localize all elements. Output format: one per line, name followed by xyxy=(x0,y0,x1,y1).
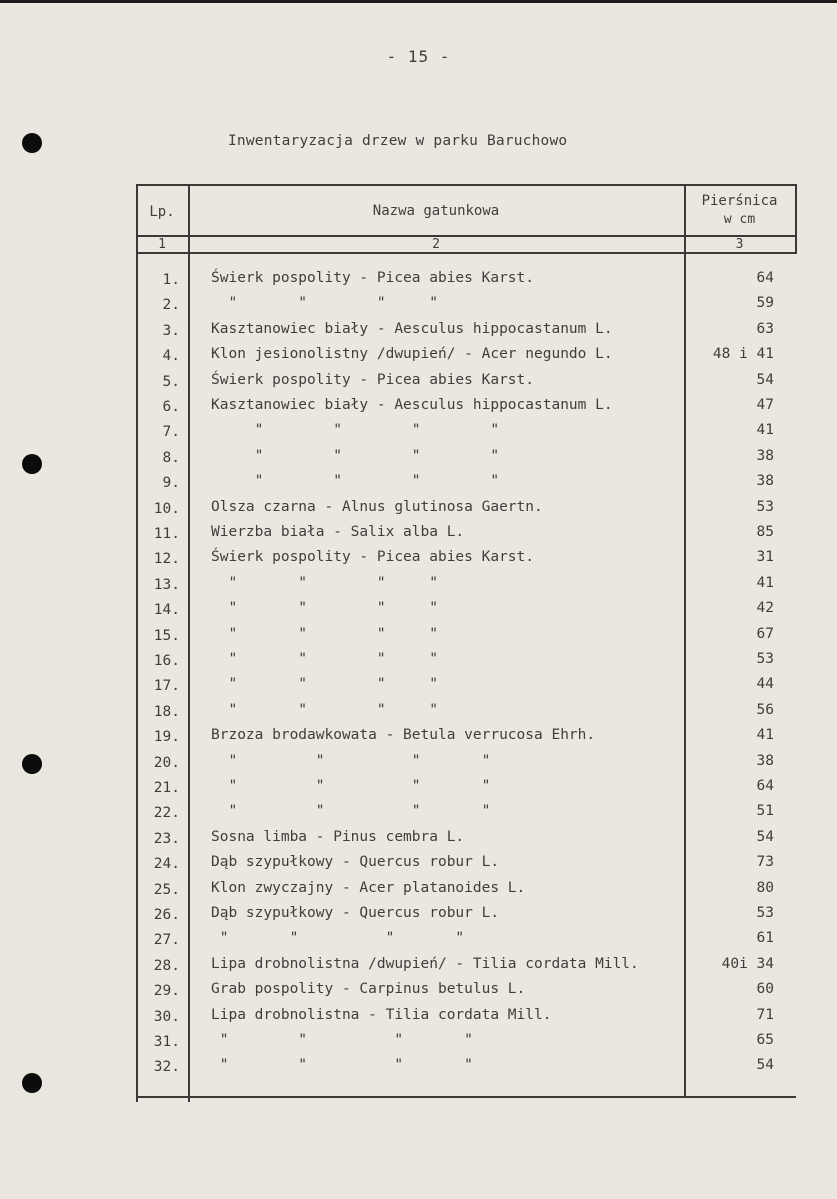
breast-height-circumference: 60 xyxy=(756,981,774,998)
species-name: " " " " xyxy=(211,701,438,718)
row-number: 27. xyxy=(153,932,180,949)
species-name: " " " " xyxy=(211,473,500,490)
species-name: Klon zwyczajny - Acer platanoides L. xyxy=(211,879,526,896)
table-row xyxy=(136,418,796,443)
species-name: " " " " xyxy=(211,778,491,794)
row-number: 1. xyxy=(162,272,180,288)
breast-height-circumference: 71 xyxy=(756,1006,774,1023)
table-row xyxy=(136,291,796,316)
table-row xyxy=(136,368,796,393)
species-name: " " " " xyxy=(211,651,438,667)
table-row xyxy=(136,520,796,545)
header-name: Nazwa gatunkowa xyxy=(372,203,500,219)
breast-height-circumference: 41 xyxy=(756,727,774,744)
species-name: Klon jesionolistny /dwupień/ - Acer negundo L. xyxy=(211,346,613,363)
table-row xyxy=(136,749,796,774)
species-name: Dąb szypułkowy - Quercus robur L. xyxy=(211,905,500,921)
species-name: Lipa drobnolistna - Tilia cordata Mill. xyxy=(211,1006,552,1023)
row-number: 31. xyxy=(153,1034,180,1050)
row-number: 8. xyxy=(162,449,180,466)
row-number: 23. xyxy=(153,830,180,847)
species-name: Brzoza brodawkowata - Betula verrucosa Ehrh. xyxy=(211,727,596,744)
table-row xyxy=(136,926,796,951)
species-name: " " " " xyxy=(211,930,465,947)
species-name: Świerk pospolity - Picea abies Karst. xyxy=(211,549,535,566)
breast-height-circumference: 53 xyxy=(756,905,774,921)
breast-height-circumference: 48 i 41 xyxy=(712,346,774,363)
species-name: " " " " xyxy=(211,295,438,312)
species-name: Dąb szypułkowy - Quercus robur L. xyxy=(211,854,500,871)
breast-height-circumference: 64 xyxy=(756,778,774,794)
table-row xyxy=(136,571,796,596)
species-name: " " " " xyxy=(211,676,438,693)
breast-height-circumference: 65 xyxy=(756,1032,774,1048)
breast-height-circumference: 85 xyxy=(756,524,774,540)
row-number: 11. xyxy=(153,526,180,542)
species-name: " " " " xyxy=(211,574,438,591)
table-row xyxy=(136,1053,796,1078)
species-name: Kasztanowiec biały - Aesculus hippocastanum L. xyxy=(211,397,613,413)
breast-height-circumference: 38 xyxy=(756,447,774,464)
row-number: 24. xyxy=(153,856,180,873)
breast-height-circumference: 56 xyxy=(756,701,774,718)
species-name: Wierzba biała - Salix alba L. xyxy=(211,524,465,540)
species-name: " " " " xyxy=(211,600,438,617)
table-row xyxy=(136,495,796,520)
row-number: 10. xyxy=(153,500,180,517)
table-row xyxy=(136,901,796,926)
breast-height-circumference: 31 xyxy=(756,549,774,566)
document-title: Inwentaryzacja drzew w parku Baruchowo xyxy=(228,133,568,149)
row-number: 30. xyxy=(153,1008,180,1025)
breast-height-circumference: 38 xyxy=(756,473,774,490)
species-name: Kasztanowiec biały - Aesculus hippocastanum L. xyxy=(211,320,613,337)
table-row xyxy=(136,1028,796,1053)
table-row xyxy=(136,850,796,875)
row-number: 18. xyxy=(153,703,180,720)
row-number: 15. xyxy=(153,627,180,644)
breast-height-circumference: 53 xyxy=(756,498,774,515)
breast-height-circumference: 80 xyxy=(756,879,774,896)
table-row xyxy=(136,723,796,748)
breast-height-circumference: 41 xyxy=(756,422,774,439)
breast-height-circumference: 41 xyxy=(756,574,774,591)
row-number: 9. xyxy=(162,475,180,492)
row-number: 25. xyxy=(153,881,180,898)
breast-height-circumference: 61 xyxy=(756,930,774,947)
table-row xyxy=(136,622,796,647)
punch-hole xyxy=(22,133,42,153)
species-name: " " " " xyxy=(211,447,500,464)
table-row xyxy=(136,545,796,570)
row-number: 20. xyxy=(153,754,180,771)
breast-height-circumference: 54 xyxy=(756,828,774,845)
table-row xyxy=(136,952,796,977)
punch-hole xyxy=(22,454,42,474)
breast-height-circumference: 64 xyxy=(756,270,774,286)
header-value-line2: w cm xyxy=(723,212,756,227)
breast-height-circumference: 53 xyxy=(756,651,774,667)
species-name: Sosna limba - Pinus cembra L. xyxy=(211,828,465,845)
row-number: 19. xyxy=(153,729,180,746)
row-number: 17. xyxy=(153,678,180,695)
page-number: - 15 - xyxy=(386,47,451,66)
table-row xyxy=(136,266,796,291)
breast-height-circumference: 40i 34 xyxy=(721,955,774,972)
breast-height-circumference: 59 xyxy=(756,295,774,312)
species-name: Lipa drobnolistna /dwupień/ - Tilia cordata Mill. xyxy=(211,955,639,972)
table-row xyxy=(136,393,796,418)
species-name: Olsza czarna - Alnus glutinosa Gaertn. xyxy=(211,498,543,515)
column-number-3: 3 xyxy=(735,237,744,252)
row-number: 28. xyxy=(153,957,180,974)
breast-height-circumference: 47 xyxy=(756,397,774,413)
row-number: 7. xyxy=(162,424,180,441)
table-row xyxy=(136,647,796,672)
species-name: " " " " xyxy=(211,752,491,769)
species-name: " " " " xyxy=(211,422,500,439)
scan-top-edge xyxy=(0,0,837,3)
table-row xyxy=(136,444,796,469)
row-number: 3. xyxy=(162,322,180,339)
row-number: 4. xyxy=(162,348,180,365)
header-value-line1: Pierśnica xyxy=(701,193,778,209)
row-number: 2. xyxy=(162,297,180,314)
row-number: 6. xyxy=(162,399,180,415)
punch-hole xyxy=(22,754,42,774)
column-number-2: 2 xyxy=(432,237,440,252)
breast-height-circumference: 42 xyxy=(756,600,774,617)
row-number: 16. xyxy=(153,653,180,669)
breast-height-circumference: 73 xyxy=(756,854,774,871)
species-name: " " " " xyxy=(211,625,438,642)
table-row xyxy=(136,825,796,850)
species-name: Grab pospolity - Carpinus betulus L. xyxy=(211,981,526,998)
row-number: 5. xyxy=(162,373,180,390)
table-row xyxy=(136,469,796,494)
table-top-border xyxy=(136,184,796,186)
table-row xyxy=(136,774,796,799)
table-row xyxy=(136,799,796,824)
table-row xyxy=(136,977,796,1002)
table-row xyxy=(136,1003,796,1028)
row-number: 32. xyxy=(153,1059,180,1076)
species-name: " " " " xyxy=(211,1032,473,1048)
table-row xyxy=(136,876,796,901)
table-row xyxy=(136,317,796,342)
row-number: 29. xyxy=(153,983,180,1000)
breast-height-circumference: 63 xyxy=(756,320,774,337)
breast-height-circumference: 67 xyxy=(756,625,774,642)
table-row xyxy=(136,596,796,621)
row-number: 26. xyxy=(153,907,180,923)
table-row xyxy=(136,698,796,723)
row-number: 12. xyxy=(153,551,180,568)
breast-height-circumference: 51 xyxy=(756,803,774,820)
species-name: Świerk pospolity - Picea abies Karst. xyxy=(211,371,535,388)
row-number: 14. xyxy=(153,602,180,619)
row-number: 21. xyxy=(153,780,180,796)
table-row xyxy=(136,342,796,367)
table-right-border xyxy=(795,184,797,254)
species-name: " " " " xyxy=(211,803,491,820)
header-lp: Lp. xyxy=(149,204,175,220)
species-name: Świerk pospolity - Picea abies Karst. xyxy=(211,270,535,286)
row-number: 13. xyxy=(153,576,180,593)
breast-height-circumference: 54 xyxy=(756,1057,774,1074)
table-bottom-border xyxy=(136,1096,796,1098)
table-row xyxy=(136,672,796,697)
punch-hole xyxy=(22,1073,42,1093)
column-numbers-bottom-border xyxy=(136,252,796,254)
column-number-1: 1 xyxy=(158,237,166,252)
species-name: " " " " xyxy=(211,1057,473,1074)
row-number: 22. xyxy=(153,805,180,822)
breast-height-circumference: 38 xyxy=(756,752,774,769)
breast-height-circumference: 54 xyxy=(756,371,774,388)
breast-height-circumference: 44 xyxy=(756,676,774,693)
